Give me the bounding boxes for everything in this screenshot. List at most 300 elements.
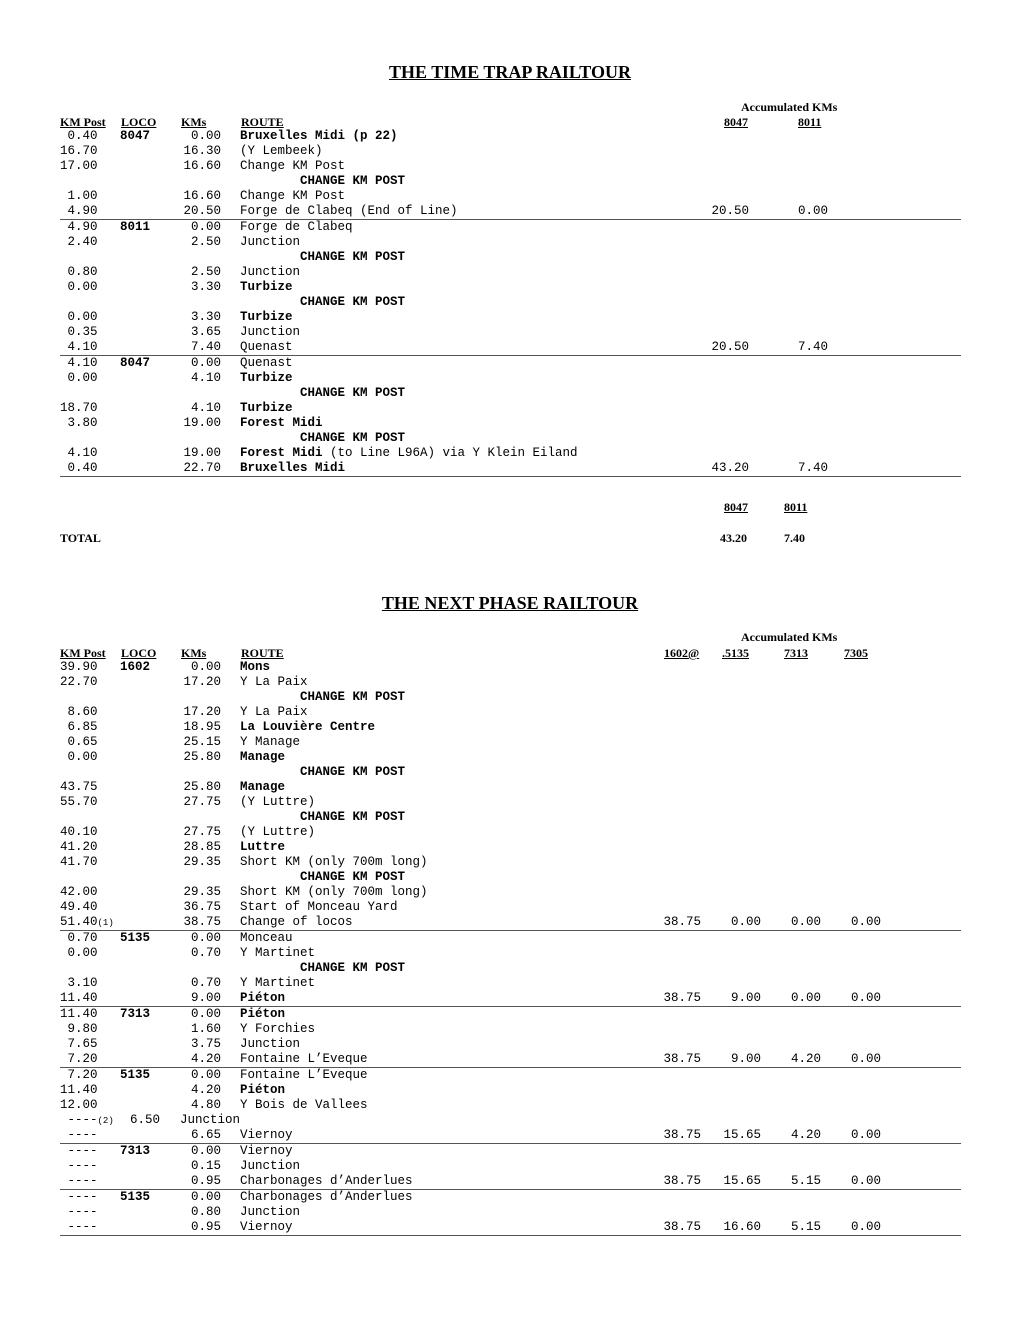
km-post-cell: 40.10 xyxy=(60,825,98,839)
table-row xyxy=(60,750,961,765)
tour2-header-km-post: KM Post xyxy=(60,646,106,660)
km-post-cell: 1.00 xyxy=(60,189,98,203)
kms-cell: 25.15 xyxy=(183,735,221,749)
table-row xyxy=(60,976,961,991)
route-name: Bruxelles Midi xyxy=(240,461,346,475)
loco-cell: 5135 xyxy=(120,1068,151,1082)
km-post-cell: 4.90 xyxy=(60,220,98,234)
route-cell: Junction xyxy=(240,1037,301,1051)
kms-cell: 3.75 xyxy=(190,1037,221,1051)
tour1-header-total-8047: 8047 xyxy=(724,115,748,129)
change-km-post-label: CHANGE KM POST xyxy=(300,431,406,445)
table-row xyxy=(60,735,961,750)
kms-cell: 25.80 xyxy=(183,750,221,764)
tour2-header-kms: KMs xyxy=(181,646,207,660)
table-row xyxy=(60,840,961,855)
kms-cell: 2.50 xyxy=(190,265,221,279)
route-cell: Charbonages d’Anderlues xyxy=(240,1174,413,1188)
kms-cell: 28.85 xyxy=(183,840,221,854)
tour1-header-loco: LOCO xyxy=(121,115,157,129)
km-post-cell: 42.00 xyxy=(60,885,98,899)
tour2-table xyxy=(60,660,961,1236)
table-row xyxy=(60,1098,961,1113)
route-cell xyxy=(240,840,285,855)
table-row xyxy=(60,690,961,705)
route-cell: Change KM Post xyxy=(240,159,346,173)
accumulated-km-cell: 15.65 xyxy=(723,1128,761,1142)
km-post-cell: 2.40 xyxy=(60,235,98,249)
accumulated-km-cell: 0.00 xyxy=(790,991,821,1005)
km-post-cell: 12.00 xyxy=(60,1098,98,1112)
accumulated-km-cell: 38.75 xyxy=(663,1128,701,1142)
route-cell: Change of locos xyxy=(240,915,353,929)
tour2-header-route: ROUTE xyxy=(241,646,284,660)
km-post-cell: ---- xyxy=(60,1220,98,1234)
kms-cell: 3.30 xyxy=(190,280,221,294)
kms-cell: 0.00 xyxy=(190,1007,221,1021)
table-row xyxy=(60,446,961,461)
route-cell xyxy=(240,416,323,431)
kms-cell: 27.75 xyxy=(183,825,221,839)
tour1-summary-8011: 8011 xyxy=(784,500,808,514)
kms-cell: 22.70 xyxy=(183,461,221,475)
tour2-header-total-5135: .5135 xyxy=(722,646,749,660)
change-km-post-label: CHANGE KM POST xyxy=(300,870,406,884)
kms-cell: 36.75 xyxy=(183,900,221,914)
table-row xyxy=(60,915,961,930)
table-row xyxy=(60,780,961,795)
accumulated-km-cell: 43.20 xyxy=(711,461,749,475)
route-cell: Y Bois de Vallees xyxy=(240,1098,368,1112)
km-post-cell: 4.10 xyxy=(60,446,98,460)
route-name: Bruxelles Midi (p 22) xyxy=(240,129,398,143)
route-cell: Y Forchies xyxy=(240,1022,316,1036)
route-cell: Y La Paix xyxy=(240,705,308,719)
table-row xyxy=(60,174,961,189)
table-row xyxy=(60,1159,961,1174)
km-post-cell: 0.00 xyxy=(60,310,98,324)
table-row xyxy=(60,705,961,720)
route-cell: Monceau xyxy=(240,931,293,945)
kms-cell: 4.80 xyxy=(190,1098,221,1112)
table-row xyxy=(60,825,961,840)
table-row xyxy=(60,1174,961,1189)
table-row xyxy=(60,1205,961,1220)
kms-cell: 0.00 xyxy=(190,931,221,945)
route-cell: Y Martinet xyxy=(240,976,316,990)
table-row xyxy=(60,795,961,810)
loco-cell: 8047 xyxy=(120,129,151,143)
tour1-summary-8047: 8047 xyxy=(724,500,748,514)
table-row xyxy=(60,991,961,1006)
route-cell: Junction xyxy=(240,325,301,339)
table-row xyxy=(60,1189,961,1205)
km-post-cell: 39.90 xyxy=(60,660,98,674)
kms-cell: 1.60 xyxy=(190,1022,221,1036)
table-row xyxy=(60,810,961,825)
accumulated-km-cell: 0.00 xyxy=(850,1128,881,1142)
route-cell xyxy=(240,660,270,675)
route-name: Forest Midi xyxy=(240,446,323,460)
km-post-cell: 11.40 xyxy=(60,991,98,1005)
tour2-header-total-1602: 1602@ xyxy=(664,646,700,660)
km-post-cell: 0.70 xyxy=(60,931,98,945)
table-row xyxy=(60,401,961,416)
change-km-post-label: CHANGE KM POST xyxy=(300,250,406,264)
kms-cell: 29.35 xyxy=(183,885,221,899)
table-row xyxy=(60,1052,961,1067)
tour2-header-total-7305: 7305 xyxy=(844,646,868,660)
accumulated-km-cell: 9.00 xyxy=(730,991,761,1005)
km-post-cell: ----(2) xyxy=(60,1113,114,1127)
table-row xyxy=(60,265,961,280)
table-row xyxy=(60,219,961,235)
route-name: Manage xyxy=(240,780,286,794)
tour1-table xyxy=(60,129,961,477)
tour2-header-total-7313: 7313 xyxy=(784,646,808,660)
kms-cell: 16.60 xyxy=(183,159,221,173)
tour1-header-route: ROUTE xyxy=(241,115,284,129)
table-row xyxy=(60,159,961,174)
kms-cell: 0.00 xyxy=(190,129,221,143)
change-km-post-label: CHANGE KM POST xyxy=(300,295,406,309)
km-post-cell: 51.40(1) xyxy=(60,915,114,929)
route-cell xyxy=(240,129,398,144)
table-row xyxy=(60,250,961,265)
loco-cell: 7313 xyxy=(120,1007,151,1021)
route-cell: (Y Luttre) xyxy=(240,795,316,809)
km-post-cell: 0.00 xyxy=(60,750,98,764)
kms-cell: 16.30 xyxy=(183,144,221,158)
table-row xyxy=(60,416,961,431)
table-row xyxy=(60,765,961,780)
route-cell: Junction xyxy=(240,1159,301,1173)
route-cell xyxy=(240,371,293,386)
accumulated-km-cell: 20.50 xyxy=(711,204,749,218)
km-post-cell: 3.80 xyxy=(60,416,98,430)
table-row xyxy=(60,325,961,340)
km-post-cell: 55.70 xyxy=(60,795,98,809)
accumulated-km-cell: 0.00 xyxy=(850,1174,881,1188)
route-cell: Viernoy xyxy=(240,1144,293,1158)
kms-cell: 29.35 xyxy=(183,855,221,869)
km-post-cell: 8.60 xyxy=(60,705,98,719)
route-cell xyxy=(240,1007,285,1022)
table-row xyxy=(60,355,961,371)
km-post-cell: 0.00 xyxy=(60,946,98,960)
km-post-cell: 41.20 xyxy=(60,840,98,854)
table-row xyxy=(60,461,961,477)
km-post-cell: 4.10 xyxy=(60,356,98,370)
loco-cell: 8011 xyxy=(120,220,151,234)
kms-cell: 2.50 xyxy=(190,235,221,249)
route-cell: Charbonages d’Anderlues xyxy=(240,1190,413,1204)
table-row xyxy=(60,1083,961,1098)
km-post-cell: ---- xyxy=(60,1174,98,1188)
km-post-cell: ---- xyxy=(60,1159,98,1173)
table-row xyxy=(60,204,961,219)
table-row xyxy=(60,900,961,915)
route-cell: Forest Midi (to Line L96A) via Y Klein Eiland xyxy=(240,446,578,460)
accumulated-km-cell: 16.60 xyxy=(723,1220,761,1234)
route-name: Luttre xyxy=(240,840,286,854)
table-row xyxy=(60,870,961,885)
km-post-cell: 0.00 xyxy=(60,280,98,294)
accumulated-km-cell: 0.00 xyxy=(797,204,828,218)
tour1-accumulated-label: Accumulated KMs xyxy=(741,100,838,114)
route-cell: (Y Lembeek) xyxy=(240,144,323,158)
table-row xyxy=(60,720,961,735)
route-name: Turbize xyxy=(240,371,293,385)
tour2-header-loco: LOCO xyxy=(121,646,157,660)
accumulated-km-cell: 0.00 xyxy=(850,915,881,929)
tour1-title: THE TIME TRAP RAILTOUR xyxy=(389,62,631,82)
table-row xyxy=(60,310,961,325)
table-row xyxy=(60,295,961,310)
change-km-post-label: CHANGE KM POST xyxy=(300,174,406,188)
accumulated-km-cell: 7.40 xyxy=(797,340,828,354)
kms-cell: 9.00 xyxy=(190,991,221,1005)
change-km-post-label: CHANGE KM POST xyxy=(300,810,406,824)
km-post-cell: 6.85 xyxy=(60,720,98,734)
change-km-post-label: CHANGE KM POST xyxy=(300,765,406,779)
route-cell: Short KM (only 700m long) xyxy=(240,885,428,899)
km-post-cell: 4.10 xyxy=(60,340,98,354)
table-row xyxy=(60,235,961,250)
kms-cell: 6.50 xyxy=(130,1113,161,1127)
km-post-cell: 11.40 xyxy=(60,1083,98,1097)
route-cell: Start of Monceau Yard xyxy=(240,900,398,914)
kms-cell: 25.80 xyxy=(183,780,221,794)
table-row xyxy=(60,885,961,900)
route-cell: Junction xyxy=(240,235,301,249)
table-row xyxy=(60,371,961,386)
accumulated-km-cell: 5.15 xyxy=(790,1174,821,1188)
route-name: Turbize xyxy=(240,280,293,294)
kms-cell: 0.70 xyxy=(190,946,221,960)
km-post-cell: 0.00 xyxy=(60,371,98,385)
route-cell xyxy=(240,991,285,1006)
kms-cell: 6.65 xyxy=(190,1128,221,1142)
kms-cell: 0.95 xyxy=(190,1220,221,1234)
tour1-total-label: TOTAL xyxy=(60,531,101,545)
loco-cell: 8047 xyxy=(120,356,151,370)
change-km-post-label: CHANGE KM POST xyxy=(300,961,406,975)
route-cell xyxy=(240,401,293,416)
kms-cell: 0.15 xyxy=(190,1159,221,1173)
km-post-cell: 16.70 xyxy=(60,144,98,158)
route-cell: Short KM (only 700m long) xyxy=(240,855,428,869)
route-name: Piéton xyxy=(240,1007,286,1021)
kms-cell: 0.80 xyxy=(190,1205,221,1219)
table-row xyxy=(60,280,961,295)
route-cell xyxy=(240,1083,285,1098)
km-post-cell: 7.20 xyxy=(60,1052,98,1066)
route-cell: (Y Luttre) xyxy=(240,825,316,839)
route-cell: Change KM Post xyxy=(240,189,346,203)
kms-cell: 4.10 xyxy=(190,371,221,385)
route-cell: Fontaine L’Eveque xyxy=(240,1068,368,1082)
kms-cell: 17.20 xyxy=(183,705,221,719)
kms-cell: 0.95 xyxy=(190,1174,221,1188)
tour2-accumulated-label: Accumulated KMs xyxy=(741,630,838,644)
accumulated-km-cell: 38.75 xyxy=(663,991,701,1005)
route-cell: Y Manage xyxy=(240,735,301,749)
route-cell: Y Martinet xyxy=(240,946,316,960)
table-row xyxy=(60,1128,961,1143)
route-name: Forest Midi xyxy=(240,416,323,430)
accumulated-km-cell: 4.20 xyxy=(790,1052,821,1066)
route-cell xyxy=(240,720,375,735)
kms-cell: 19.00 xyxy=(183,416,221,430)
km-post-cell: ---- xyxy=(60,1128,98,1142)
route-cell: Junction xyxy=(180,1113,241,1127)
table-row xyxy=(60,1113,961,1128)
accumulated-km-cell: 4.20 xyxy=(790,1128,821,1142)
footnote-marker: (2) xyxy=(97,1116,114,1126)
route-name: Turbize xyxy=(240,310,293,324)
kms-cell: 3.65 xyxy=(190,325,221,339)
route-name: Piéton xyxy=(240,991,286,1005)
loco-cell: 7313 xyxy=(120,1144,151,1158)
table-row xyxy=(60,1022,961,1037)
route-name: Mons xyxy=(240,660,271,674)
route-cell xyxy=(240,461,345,476)
route-cell: Fontaine L’Eveque xyxy=(240,1052,368,1066)
table-row xyxy=(60,386,961,401)
accumulated-km-cell: 20.50 xyxy=(711,340,749,354)
kms-cell: 4.10 xyxy=(190,401,221,415)
accumulated-km-cell: 38.75 xyxy=(663,1220,701,1234)
km-post-cell: 22.70 xyxy=(60,675,98,689)
table-row xyxy=(60,660,961,675)
table-row xyxy=(60,340,961,355)
km-post-cell: 4.90 xyxy=(60,204,98,218)
km-post-cell: 11.40 xyxy=(60,1007,98,1021)
accumulated-km-cell: 0.00 xyxy=(850,1052,881,1066)
accumulated-km-cell: 0.00 xyxy=(850,1220,881,1234)
accumulated-km-cell: 0.00 xyxy=(850,991,881,1005)
km-post-cell: ---- xyxy=(60,1144,98,1158)
route-name: La Louvière Centre xyxy=(240,720,376,734)
tour1-header-km-post: KM Post xyxy=(60,115,106,129)
km-post-cell: 3.10 xyxy=(60,976,98,990)
kms-cell: 7.40 xyxy=(190,340,221,354)
accumulated-km-cell: 0.00 xyxy=(790,915,821,929)
route-cell: Junction xyxy=(240,1205,301,1219)
kms-cell: 19.00 xyxy=(183,446,221,460)
tour2-title: THE NEXT PHASE RAILTOUR xyxy=(381,593,639,613)
kms-cell: 0.00 xyxy=(190,220,221,234)
change-km-post-label: CHANGE KM POST xyxy=(300,386,406,400)
tour1-header-kms: KMs xyxy=(181,115,207,129)
change-km-post-label: CHANGE KM POST xyxy=(300,690,406,704)
table-row xyxy=(60,129,961,144)
kms-cell: 4.20 xyxy=(190,1052,221,1066)
table-row xyxy=(60,855,961,870)
accumulated-km-cell: 0.00 xyxy=(730,915,761,929)
table-row xyxy=(60,930,961,946)
accumulated-km-cell: 38.75 xyxy=(663,915,701,929)
km-post-cell: 17.00 xyxy=(60,159,98,173)
route-name: Piéton xyxy=(240,1083,286,1097)
table-row xyxy=(60,189,961,204)
route-cell: Viernoy xyxy=(240,1128,293,1142)
km-post-cell: 9.80 xyxy=(60,1022,98,1036)
route-cell: Quenast xyxy=(240,356,293,370)
route-cell xyxy=(240,280,293,295)
accumulated-km-cell: 9.00 xyxy=(730,1052,761,1066)
kms-cell: 0.00 xyxy=(190,1144,221,1158)
km-post-cell: 0.40 xyxy=(60,129,98,143)
accumulated-km-cell: 38.75 xyxy=(663,1052,701,1066)
tour1-header-total-8011: 8011 xyxy=(798,115,822,129)
km-post-cell: 18.70 xyxy=(60,401,98,415)
km-post-cell: 0.35 xyxy=(60,325,98,339)
kms-cell: 17.20 xyxy=(183,675,221,689)
table-row xyxy=(60,1067,961,1083)
tour1-total-8047: 43.20 xyxy=(720,531,747,545)
route-cell xyxy=(240,310,293,325)
kms-cell: 0.00 xyxy=(190,1190,221,1204)
route-cell: Y La Paix xyxy=(240,675,308,689)
loco-cell: 5135 xyxy=(120,1190,151,1204)
accumulated-km-cell: 38.75 xyxy=(663,1174,701,1188)
kms-cell: 20.50 xyxy=(183,204,221,218)
kms-cell: 0.00 xyxy=(190,1068,221,1082)
km-post-cell: 0.80 xyxy=(60,265,98,279)
route-cell: Viernoy xyxy=(240,1220,293,1234)
km-post-cell: 43.75 xyxy=(60,780,98,794)
route-cell xyxy=(240,750,285,765)
table-row xyxy=(60,1220,961,1236)
table-row xyxy=(60,946,961,961)
kms-cell: 38.75 xyxy=(183,915,221,929)
table-row xyxy=(60,1143,961,1159)
km-post-cell: ---- xyxy=(60,1190,98,1204)
accumulated-km-cell: 15.65 xyxy=(723,1174,761,1188)
route-cell: Junction xyxy=(240,265,301,279)
table-row xyxy=(60,144,961,159)
km-post-cell: 0.40 xyxy=(60,461,98,475)
loco-cell: 1602 xyxy=(120,660,151,674)
kms-cell: 3.30 xyxy=(190,310,221,324)
tour1-total-8011: 7.40 xyxy=(784,531,805,545)
kms-cell: 0.00 xyxy=(190,356,221,370)
kms-cell: 16.60 xyxy=(183,189,221,203)
accumulated-km-cell: 7.40 xyxy=(797,461,828,475)
km-post-cell: 49.40 xyxy=(60,900,98,914)
route-cell: Forge de Clabeq xyxy=(240,220,353,234)
table-row xyxy=(60,431,961,446)
km-post-cell: 41.70 xyxy=(60,855,98,869)
kms-cell: 18.95 xyxy=(183,720,221,734)
table-row xyxy=(60,675,961,690)
table-row xyxy=(60,1037,961,1052)
route-cell xyxy=(240,780,285,795)
table-row xyxy=(60,1006,961,1022)
kms-cell: 0.70 xyxy=(190,976,221,990)
table-row xyxy=(60,961,961,976)
kms-cell: 4.20 xyxy=(190,1083,221,1097)
km-post-cell: 0.65 xyxy=(60,735,98,749)
accumulated-km-cell: 5.15 xyxy=(790,1220,821,1234)
route-name: Manage xyxy=(240,750,286,764)
footnote-marker: (1) xyxy=(97,918,114,928)
route-name: Turbize xyxy=(240,401,293,415)
km-post-cell: ---- xyxy=(60,1205,98,1219)
km-post-cell: 7.20 xyxy=(60,1068,98,1082)
